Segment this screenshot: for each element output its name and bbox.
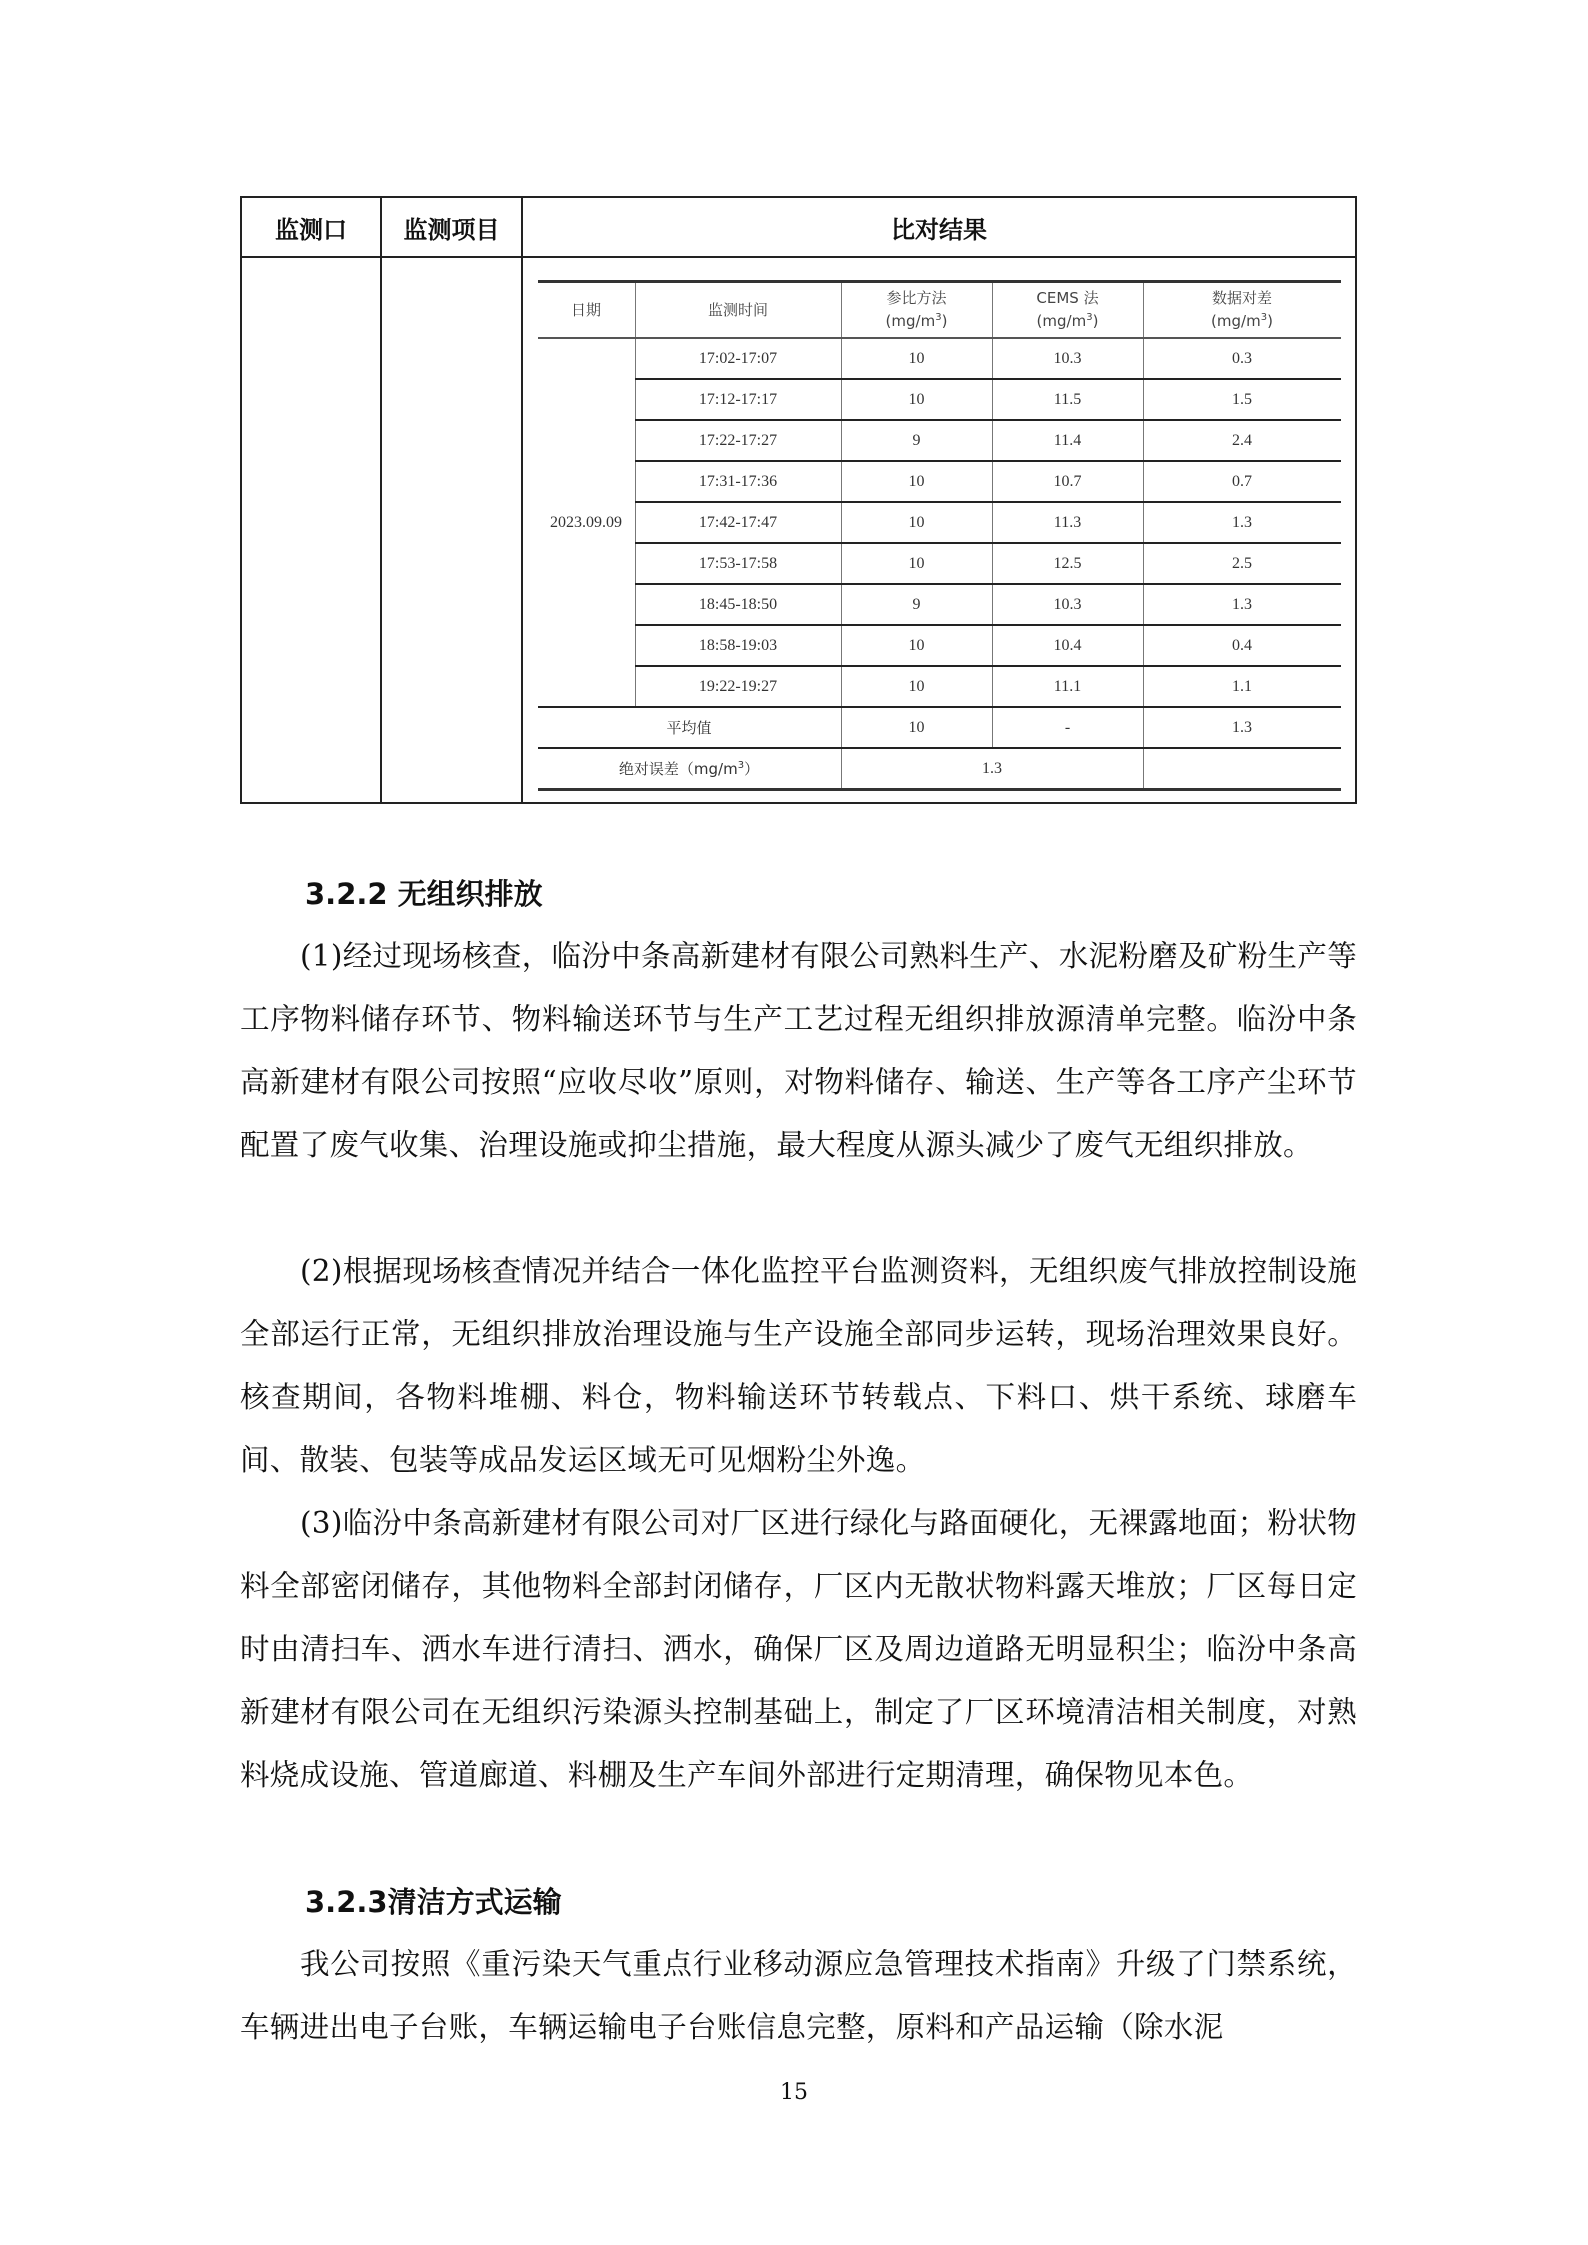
ref-value-cell: 10 — [841, 666, 992, 707]
inner-table-body — [538, 338, 1341, 790]
col-ref-method-label: 参比方法 — [886, 289, 947, 307]
date-cell: 2023.09.09 — [538, 338, 636, 707]
table-row — [538, 625, 1341, 666]
ref-value-cell: 10 — [841, 625, 992, 666]
header-comparison-result: 比对结果 — [522, 197, 1356, 257]
table-row — [538, 502, 1341, 543]
time-cell: 17:02-17:07 — [635, 338, 841, 379]
time-cell: 17:42-17:47 — [635, 502, 841, 543]
paragraph-322-3: (3)临汾中条高新建材有限公司对厂区进行绿化与路面硬化，无裸露地面；粉状物料全部密闭储存，其他物料全部封闭储存，厂区内无散状物料露天堆放；厂区每日定时由清扫车、洒水车进行清扫、洒水，确保厂区及周边道路无明显积尘；临汾中条高新建材有限公司在无组织污染源头控制基础上，制定了厂区环境清洁相关制度，对熟料烧成设施、管道廊道、料棚及生产车间外部进行定期清理，确保物见本色。 — [240, 1506, 1357, 1792]
cell-monitoring-item — [381, 257, 522, 803]
diff-value-cell: 2.4 — [1143, 420, 1341, 461]
absolute-error-row — [538, 748, 1341, 790]
cems-value-cell: 10.7 — [992, 461, 1143, 502]
table-row — [538, 379, 1341, 420]
cems-value-cell: 10.4 — [992, 625, 1143, 666]
header-monitoring-item: 监测项目 — [381, 197, 522, 257]
cell-comparison-result — [522, 257, 1356, 803]
time-cell: 17:53-17:58 — [635, 543, 841, 584]
outer-body-row — [241, 257, 1356, 803]
average-ref: 10 — [841, 707, 992, 748]
page-number: 15 — [780, 2080, 808, 2105]
paragraph-323-1: 我公司按照《重污染天气重点行业移动源应急管理技术指南》升级了门禁系统，车辆进出电子台账，车辆运输电子台账信息完整，原料和产品运输（除水泥 — [240, 1947, 1357, 2044]
paragraph-322-1: (1)经过现场核查，临汾中条高新建材有限公司熟料生产、水泥粉磨及矿粉生产等工序物料储存环节、物料输送环节与生产工艺过程无组织排放源清单完整。临汾中条高新建材有限公司按照“应收尽收”原则，对物料储存、输送、生产等各工序产尘环节配置了废气收集、治理设施或抑尘措施，最大程度从源头减少了废气无组织排放。 — [240, 939, 1357, 1162]
col-cems-label: CEMS 法 — [1036, 289, 1099, 307]
time-cell: 18:45-18:50 — [635, 584, 841, 625]
average-label: 平均值 — [538, 707, 842, 748]
col-time: 监测时间 — [635, 282, 841, 339]
inner-header-row — [538, 282, 1341, 339]
col-diff-unit: $(mg/m^3)$ — [1211, 312, 1273, 330]
diff-value-cell: 1.1 — [1143, 666, 1341, 707]
diff-value-cell: 0.4 — [1143, 625, 1341, 666]
table-row — [538, 584, 1341, 625]
ref-value-cell: 10 — [841, 461, 992, 502]
time-cell: 17:22-17:27 — [635, 420, 841, 461]
diff-value-cell: 2.5 — [1143, 543, 1341, 584]
diff-value-cell: 0.3 — [1143, 338, 1341, 379]
section-heading-3-2-2: 3.2.2 无组织排放 — [305, 877, 543, 911]
diff-value-cell: 1.3 — [1143, 502, 1341, 543]
average-row — [538, 707, 1341, 748]
table-row — [538, 543, 1341, 584]
absolute-error-label: 绝对误差$(mg/m^3)$ — [538, 748, 842, 790]
cems-value-cell: 11.1 — [992, 666, 1143, 707]
cems-value-cell: 11.4 — [992, 420, 1143, 461]
outer-header-row — [241, 197, 1356, 257]
col-difference — [1143, 282, 1341, 339]
header-monitoring-port: 监测口 — [241, 197, 381, 257]
time-cell: 19:22-19:27 — [635, 666, 841, 707]
paragraph-322-2: (2)根据现场核查情况并结合一体化监控平台监测资料，无组织废气排放控制设施全部运行正常，无组织排放治理设施与生产设施全部同步运转，现场治理效果良好。核查期间，各物料堆棚、料仓，物料输送环节转载点、下料口、烘干系统、球磨车间、散装、包装等成品发运区域无可见烟粉尘外逸。 — [240, 1254, 1357, 1477]
cems-value-cell: 10.3 — [992, 584, 1143, 625]
diff-value-cell: 0.7 — [1143, 461, 1341, 502]
col-date: 日期 — [538, 282, 636, 339]
col-diff-label: 数据对差 — [1211, 289, 1272, 307]
diff-value-cell: 1.5 — [1143, 379, 1341, 420]
table-row — [538, 461, 1341, 502]
monitoring-comparison-table — [240, 196, 1357, 804]
cems-comparison-table — [538, 280, 1341, 791]
cems-value-cell: 11.5 — [992, 379, 1143, 420]
table-row — [538, 420, 1341, 461]
section-heading-3-2-3: 3.2.3清洁方式运输 — [305, 1885, 562, 1919]
ref-value-cell: 10 — [841, 543, 992, 584]
col-cems-method — [992, 282, 1143, 339]
time-cell: 17:12-17:17 — [635, 379, 841, 420]
average-cems: - — [992, 707, 1143, 748]
ref-value-cell: 9 — [841, 584, 992, 625]
ref-value-cell: 10 — [841, 379, 992, 420]
table-row — [538, 666, 1341, 707]
cems-value-cell: 12.5 — [992, 543, 1143, 584]
col-ref-unit: $(mg/m^3)$ — [885, 312, 948, 330]
col-cems-unit: $(mg/m^3)$ — [1036, 312, 1099, 330]
cems-value-cell: 10.3 — [992, 338, 1143, 379]
ref-value-cell: 9 — [841, 420, 992, 461]
ref-value-cell: 10 — [841, 338, 992, 379]
ref-value-cell: 10 — [841, 502, 992, 543]
absolute-error-value: 1.3 — [841, 748, 1143, 790]
absolute-error-blank — [1143, 748, 1341, 790]
cell-monitoring-port — [241, 257, 381, 803]
table-row — [538, 338, 1341, 379]
cems-value-cell: 11.3 — [992, 502, 1143, 543]
diff-value-cell: 1.3 — [1143, 584, 1341, 625]
time-cell: 17:31-17:36 — [635, 461, 841, 502]
average-diff: 1.3 — [1143, 707, 1341, 748]
col-ref-method — [841, 282, 992, 339]
time-cell: 18:58-19:03 — [635, 625, 841, 666]
